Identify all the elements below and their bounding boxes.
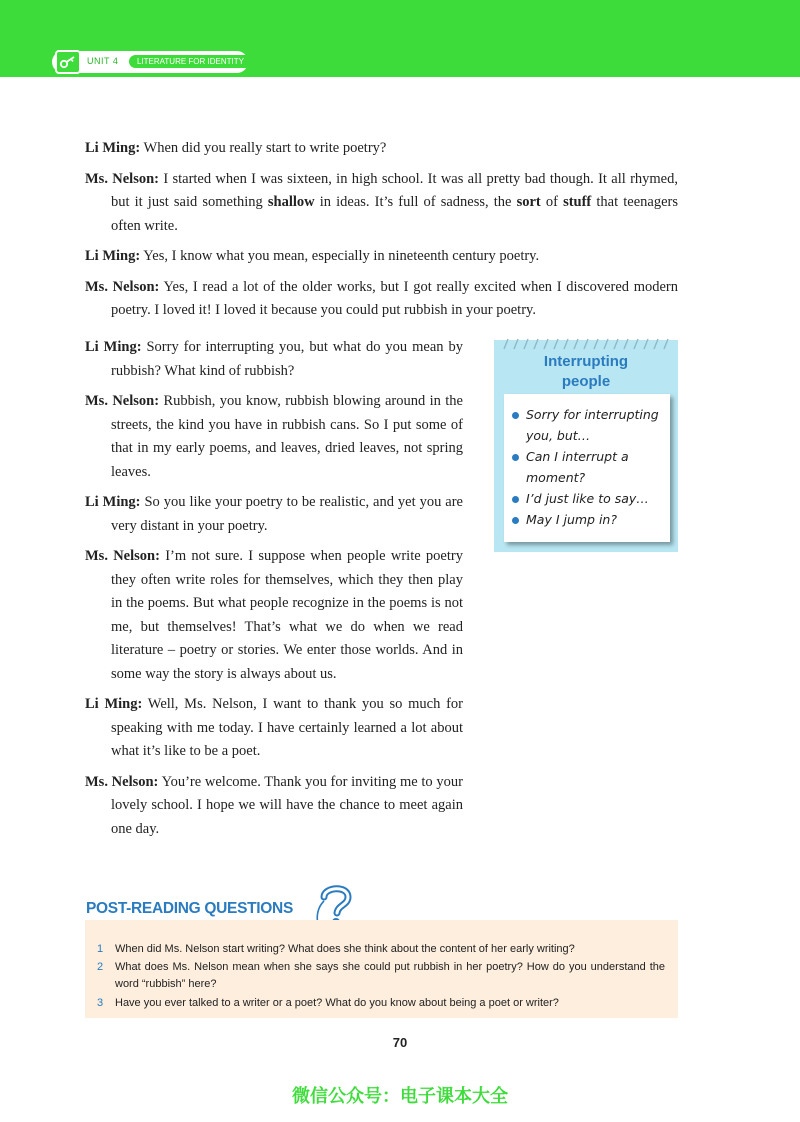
vocab-word: sort	[516, 194, 541, 210]
footer-watermark: 微信公众号：电子课本大全	[292, 1086, 508, 1107]
dialogue-text: I’m not sure. I suppose when people write poetry they often write roles for themselves, which they then play in the poems. But what people recognize in the poems is not me, but themselves! That’s what we do when we read literature – poetry or stories. We enter those worlds. And in some way the story is always about us.	[111, 548, 463, 682]
note-list	[504, 394, 670, 530]
dialogue-text: of	[540, 194, 564, 210]
question-item: 1 When did Ms. Nelson start writing? What does she think about the content of her early writing?	[97, 943, 575, 955]
key-icon	[55, 50, 81, 74]
unit-title: LITERATURE FOR IDENTITY	[129, 55, 252, 68]
question-item: 2 What does Ms. Nelson mean when she says she could put rubbish in her poetry? How do you understand the word “rubbish” here?	[97, 961, 665, 990]
list-item: Can I interrupt a moment?	[512, 446, 664, 488]
dialogue-text: So you like your poetry to be realistic, and yet you are very distant in your poetry.	[111, 494, 463, 534]
dialogue-text: Yes, I read a lot of the older works, but I got really excited when I discovered modern poetry. I loved it! I loved it because you could put rubbish in your poetry.	[111, 278, 678, 318]
speaker-name: Ms. Nelson:	[85, 278, 160, 295]
dialogue-line	[85, 545, 463, 686]
dialogue-line	[85, 137, 678, 161]
speaker-name: Ms. Nelson:	[85, 773, 159, 790]
dialogue-text: Sorry for interrupting you, but what do you mean by rubbish? What kind of rubbish?	[111, 339, 464, 379]
note-paper	[504, 394, 670, 542]
speaker-name: Li Ming:	[85, 339, 142, 355]
dialogue-text: in ideas. It’s full of sadness, the	[314, 194, 517, 210]
post-reading-title: POST-READING QUESTIONS	[86, 900, 293, 917]
dialogue-text: that teenagers often write.	[111, 194, 678, 234]
bullet-icon	[512, 454, 519, 461]
unit-label: UNIT 4	[87, 56, 119, 66]
bullet-icon	[512, 517, 519, 524]
dialogue-line	[85, 276, 678, 323]
dialogue-text: I started when I was sixteen, in high school. It was all pretty bad though. It all rhymed, but it just said something	[111, 170, 678, 210]
list-item: I’d just like to say…	[512, 488, 664, 509]
speaker-name: Ms. Nelson:	[85, 393, 160, 409]
list-item: May I jump in?	[512, 509, 664, 530]
speaker-name: Li Ming:	[85, 248, 141, 264]
dialogue-line	[85, 245, 678, 269]
page-number: 70	[392, 1035, 408, 1050]
speaker-name: Li Ming:	[85, 696, 143, 712]
speaker-name: Li Ming:	[85, 140, 141, 156]
interrupting-note	[494, 340, 678, 552]
vocab-word: stuff	[563, 194, 592, 210]
note-title-line2: people	[561, 373, 611, 390]
dialogue-line	[85, 693, 463, 764]
dialogue-top	[85, 137, 678, 323]
dialogue-text: Yes, I know what you mean, especially in nineteenth century poetry.	[140, 248, 540, 264]
dialogue-text: When did you really start to write poetry?	[140, 140, 387, 156]
note-title-line1: Interrupting	[543, 353, 629, 370]
speaker-name: Ms. Nelson:	[85, 548, 160, 564]
speaker-name: Li Ming:	[85, 494, 141, 510]
dialogue-text: Well, Ms. Nelson, I want to thank you so much for speaking with me today. I have certainly learned a lot about what it’s like to be a poet.	[111, 696, 463, 759]
bullet-icon	[512, 496, 519, 503]
dialogue-line	[85, 771, 463, 842]
speaker-name: Ms. Nelson:	[85, 170, 159, 187]
questions-box	[85, 920, 678, 1018]
dialogue-text: You’re welcome. Thank you for inviting me to your lovely school. I hope we will have the chance to meet again one day.	[111, 773, 463, 837]
dialogue-line	[85, 168, 678, 239]
dialogue-line	[85, 336, 463, 383]
dialogue-line	[85, 491, 463, 538]
dialogue-left	[85, 336, 463, 841]
note-title	[494, 352, 678, 392]
spiral-binding-icon	[500, 337, 672, 351]
bullet-icon	[512, 412, 519, 419]
vocab-word: shallow	[267, 194, 315, 210]
dialogue-text: Rubbish, you know, rubbish blowing around in the streets, the kind you have in rubbish cans. So I put some of that in my early poems, and leaves, dried leaves, not spring leaves.	[111, 393, 463, 480]
list-item: Sorry for interrupting you, but…	[512, 404, 664, 446]
dialogue-line	[85, 390, 463, 484]
question-item: 3 Have you ever talked to a writer or a poet? What do you know about being a poet or writer?	[97, 997, 559, 1009]
